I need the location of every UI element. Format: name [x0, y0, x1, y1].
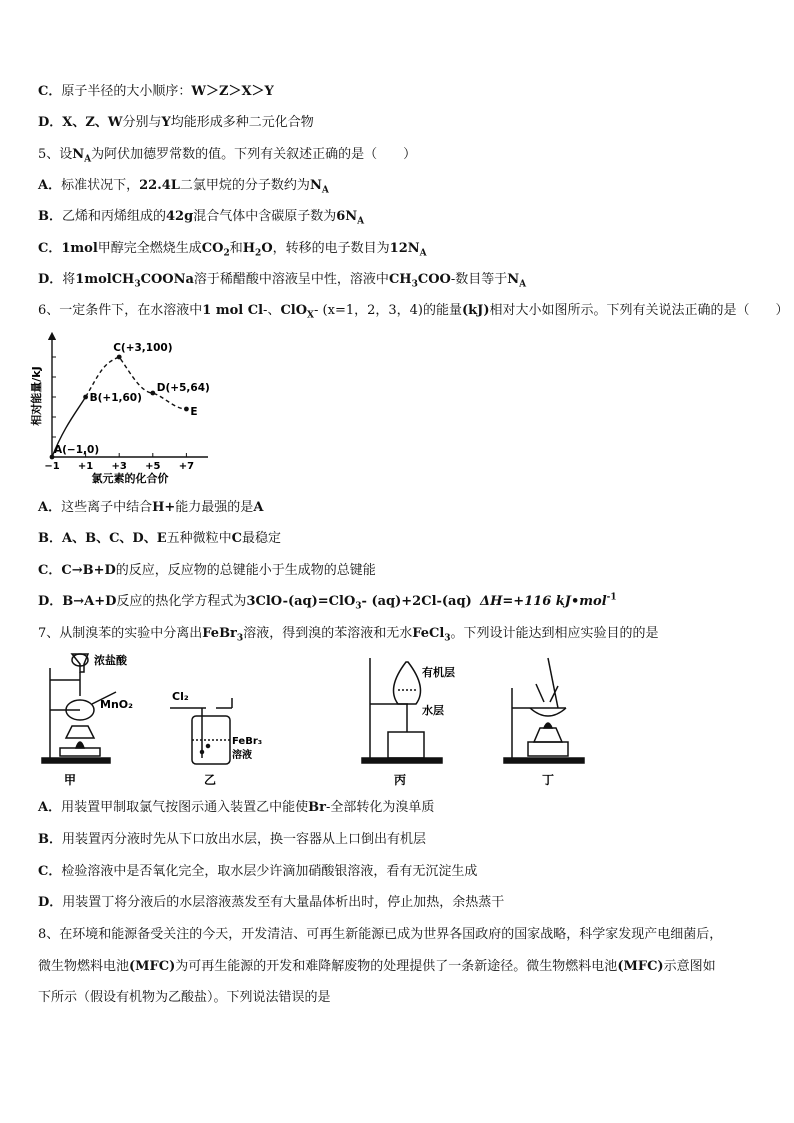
energy-chart [30, 326, 220, 486]
data-point-label: A(−1,0) [54, 444, 100, 456]
jia-label-mno2: MnO₂ [100, 698, 133, 711]
q6-option-b: B．A、B、C、D、E五种微粒中C最稳定 [38, 531, 281, 546]
q7-option-b: B．用装置丙分液时先从下口放出水层，换一容器从上口倒出有机层 [38, 832, 427, 847]
q7-option-a: A．用装置甲制取氯气按图示通入装置乙中能使Br-全部转化为溴单质 [38, 800, 435, 815]
data-point [117, 355, 122, 360]
q5-stem: 5、设$N_A$为阿伏加德罗常数的值。下列有关叙述正确的是（ ） [38, 147, 417, 165]
x-tick-label: +3 [111, 461, 127, 472]
q6-option-c: C．C→B+D的反应，反应物的总键能小于生成物的总键能 [38, 563, 376, 578]
q8-stem-line3: 下所示（假设有机物为乙酸盐）。下列说法错误的是 [38, 990, 331, 1005]
jia-caption: 甲 [64, 773, 77, 787]
apparatus-figure [36, 648, 596, 788]
bing-caption: 丙 [394, 773, 407, 787]
x-tick-label: +1 [77, 461, 94, 472]
q8-stem-line2: 微生物燃料电池(MFC)为可再生能源的开发和难降解废物的处理提供了一条新途径。微生物燃料电池(MFC)示意图如 [38, 959, 716, 974]
bing-label-water: 水层 [422, 704, 444, 717]
data-point [184, 407, 189, 412]
yi-label-febr3: FeBr₃ [232, 736, 263, 747]
yi-label-cl2: Cl₂ [172, 690, 189, 703]
q5-option-b: B．乙烯和丙烯组成的42g混合气体中含碳原子数为$6N_A$ [38, 209, 365, 227]
x-tick-label: +5 [145, 461, 161, 472]
yi-caption: 乙 [204, 773, 217, 787]
bing-label-organic: 有机层 [422, 666, 455, 679]
q6-stem: 6、一定条件下，在水溶液中1 mol Cl-、ClO$_X$- (x=1，2，3，4)的能量(kJ)相对大小如图所示。下列有关说法正确的是（ ） [38, 303, 789, 321]
data-point-label: E [190, 406, 198, 418]
data-point [150, 391, 155, 396]
x-tick-label: +7 [178, 461, 195, 472]
data-point-label: D(+5,64) [156, 382, 210, 394]
q5-option-d: D．将1molCH$_3$COONa溶于稀醋酸中溶液呈中性，溶液中$CH_3COO-$数目等于$N_A$ [38, 272, 527, 290]
q8-stem-line1: 8、在环境和能源备受关注的今天，开发清洁、可再生新能源已成为世界各国政府的国家战略，科学家发现产电细菌后， [38, 927, 723, 942]
jia-label-hcl: 浓盐酸 [94, 654, 127, 667]
data-point-label: C(+3,100) [113, 342, 173, 354]
data-point-label: B(+1,60) [89, 392, 142, 404]
q6-option-d: D．B→A+D反应的热化学方程式为3ClO-(aq)=ClO$_3$- (aq)+2Cl-(aq) ΔH=+116 kJ•mol$^{-1}$ [38, 592, 617, 612]
ding-caption: 丁 [542, 773, 555, 787]
apparatus-ding [504, 658, 584, 763]
x-axis-label: 氯元素的化合价 [91, 472, 169, 485]
q5-option-c: C．1mol甲醇完全燃烧生成$CO_2$和$H_2O$，转移的电子数目为$12N_A$ [38, 241, 427, 259]
yi-label-solution: 溶液 [232, 750, 252, 761]
q7-option-d: D．用装置丁将分液后的水层溶液蒸发至有大量晶体析出时，停止加热，余热蒸干 [38, 895, 505, 910]
q6-option-a: A．这些离子中结合H+能力最强的是A [38, 500, 264, 515]
q7-option-c: C．检验溶液中是否氧化完全，取水层少许滴加硝酸银溶液，看有无沉淀生成 [38, 864, 478, 879]
q5-option-a: A．标准状况下，22.4L二氯甲烷的分子数约为$N_A$ [38, 178, 329, 196]
y-axis-label: 相对能量/kJ [30, 366, 43, 426]
apparatus-yi [170, 698, 232, 764]
data-point [83, 395, 88, 400]
x-tick-label: −1 [44, 461, 60, 472]
q4-option-d: D．X、Z、W分别与Y均能形成多种二元化合物 [38, 115, 314, 130]
q4-option-c: C．原子半径的大小顺序：W＞Z＞X＞Y [38, 84, 274, 99]
q7-stem: 7、从制溴苯的实验中分离出FeBr$_3$溶液，得到溴的苯溶液和无水FeCl$_3$。下列设计能达到相应实验目的的是 [38, 626, 659, 644]
